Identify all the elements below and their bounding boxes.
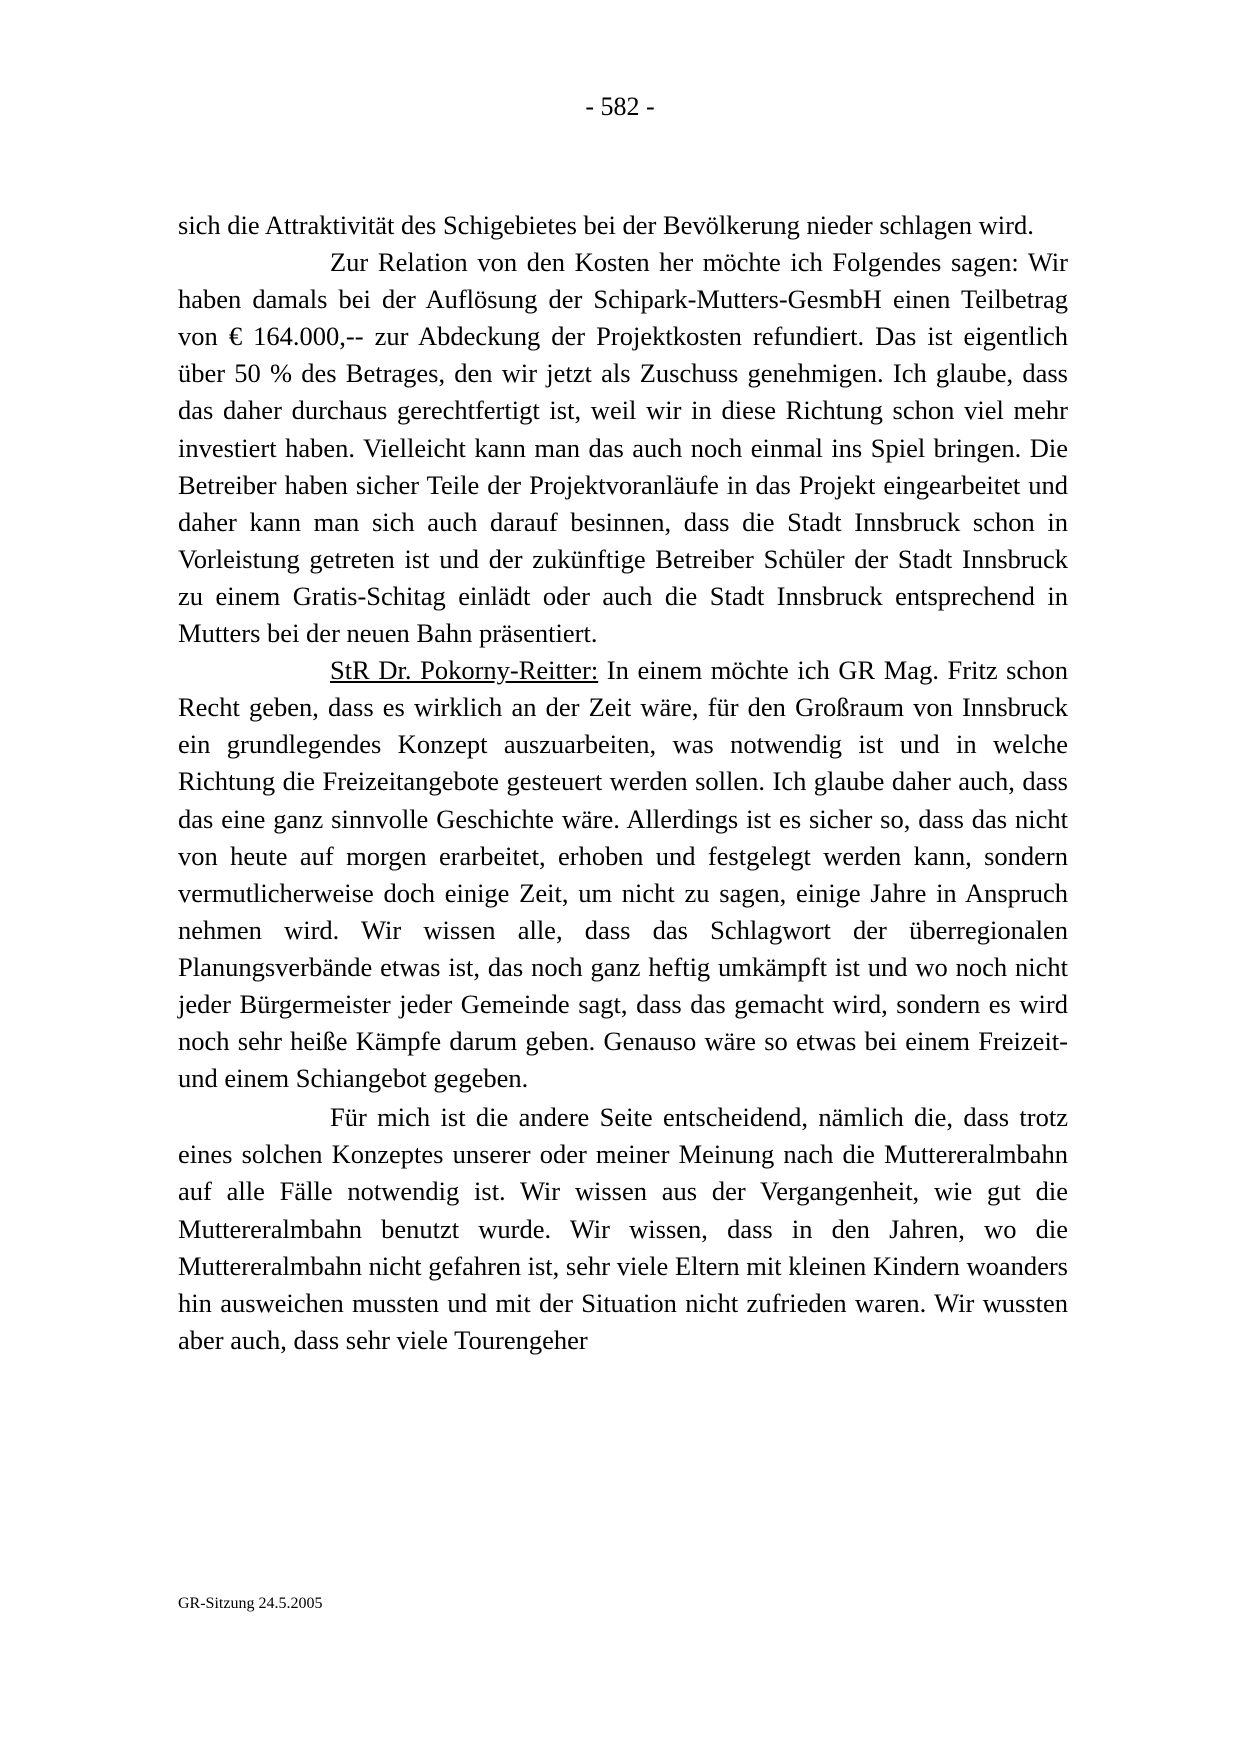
paragraph-speaker-statement [178,652,1068,1097]
paragraph-muttereralmbahn: Für mich ist die andere Seite entscheidend, nämlich die, dass trotz eines solchen Konzeptes unserer oder meiner Meinung nach die Muttereralmbahn auf alle Fälle notwendig ist. Wir wissen aus der Vergangenheit, wie gut die Muttereralmbahn benutzt wurde. Wir wissen, dass in den Jahren, wo die Muttereralmbahn nicht gefahren ist, sehr viele Eltern mit kleinen Kindern woanders hin ausweichen mussten und mit der Situation nicht zufrieden waren. Wir wussten aber auch, dass sehr viele Tourengeher [178,1102,1068,1355]
paragraph-cost-relation: Zur Relation von den Kosten her möchte ich Folgendes sagen: Wir haben damals bei der Auflösung der Schipark-Mutters-GesmbH einen Teilbetrag von € 164.000,-- zur Abdeckung der Projektkosten refundiert. Das ist eigentlich über 50 % des Betrages, den wir jetzt als Zuschuss genehmigen. Ich glaube, dass das daher durchaus gerechtfertigt ist, weil wir in diese Richtung schon viel mehr investiert haben. Vielleicht kann man das auch noch einmal ins Spiel bringen. Die Betreiber haben sicher Teile der Projektvoranläufe in das Projekt eingearbeitet und daher kann man sich auch darauf besinnen, dass die Stadt Innsbruck schon in Vorleistung getreten ist und der zukünftige Betreiber Schüler der Stadt Innsbruck zu einem Gratis-Schitag einlädt oder auch die Stadt Innsbruck entsprechend in Mutters bei der neuen Bahn präsentiert. [178,247,1068,649]
page-number: - 582 - [585,92,655,121]
paragraph-continuation: sich die Attraktivität des Schigebietes bei der Bevölkerung nieder schlagen wird. [178,210,1034,240]
document-body [178,207,1068,1359]
speaker-name: StR Dr. Pokorny-Reitter: [330,655,599,686]
footer-session-date: GR-Sitzung 24.5.2005 [178,1595,323,1612]
speaker-statement-text: In einem möchte ich GR Mag. Fritz schon Recht geben, dass es wirklich an der Zeit wäre, für den Großraum von Innsbruck ein grundlegendes Konzept auszuarbeiten, was notwendig ist und in welche Richtung die Freizeitangebote gesteuert werden sollen. Ich glaube daher auch, dass das eine ganz sinnvolle Geschichte wäre. Allerdings ist es sicher so, dass das nicht von heute auf morgen erarbeitet, erhoben und festgelegt werden kann, sondern vermutlicherweise doch einige Zeit, um nicht zu sagen, einige Jahre in Anspruch nehmen wird. Wir wissen alle, dass das Schlagwort der überregionalen Planungsverbände etwas ist, das noch ganz heftig umkämpft ist und wo noch nicht jeder Bürgermeister jeder Gemeinde sagt, dass das gemacht wird, sondern es wird noch sehr heiße Kämpfe darum geben. Genauso wäre so etwas bei einem Freizeit- und einem Schiangebot gegeben. [178,655,1068,1094]
